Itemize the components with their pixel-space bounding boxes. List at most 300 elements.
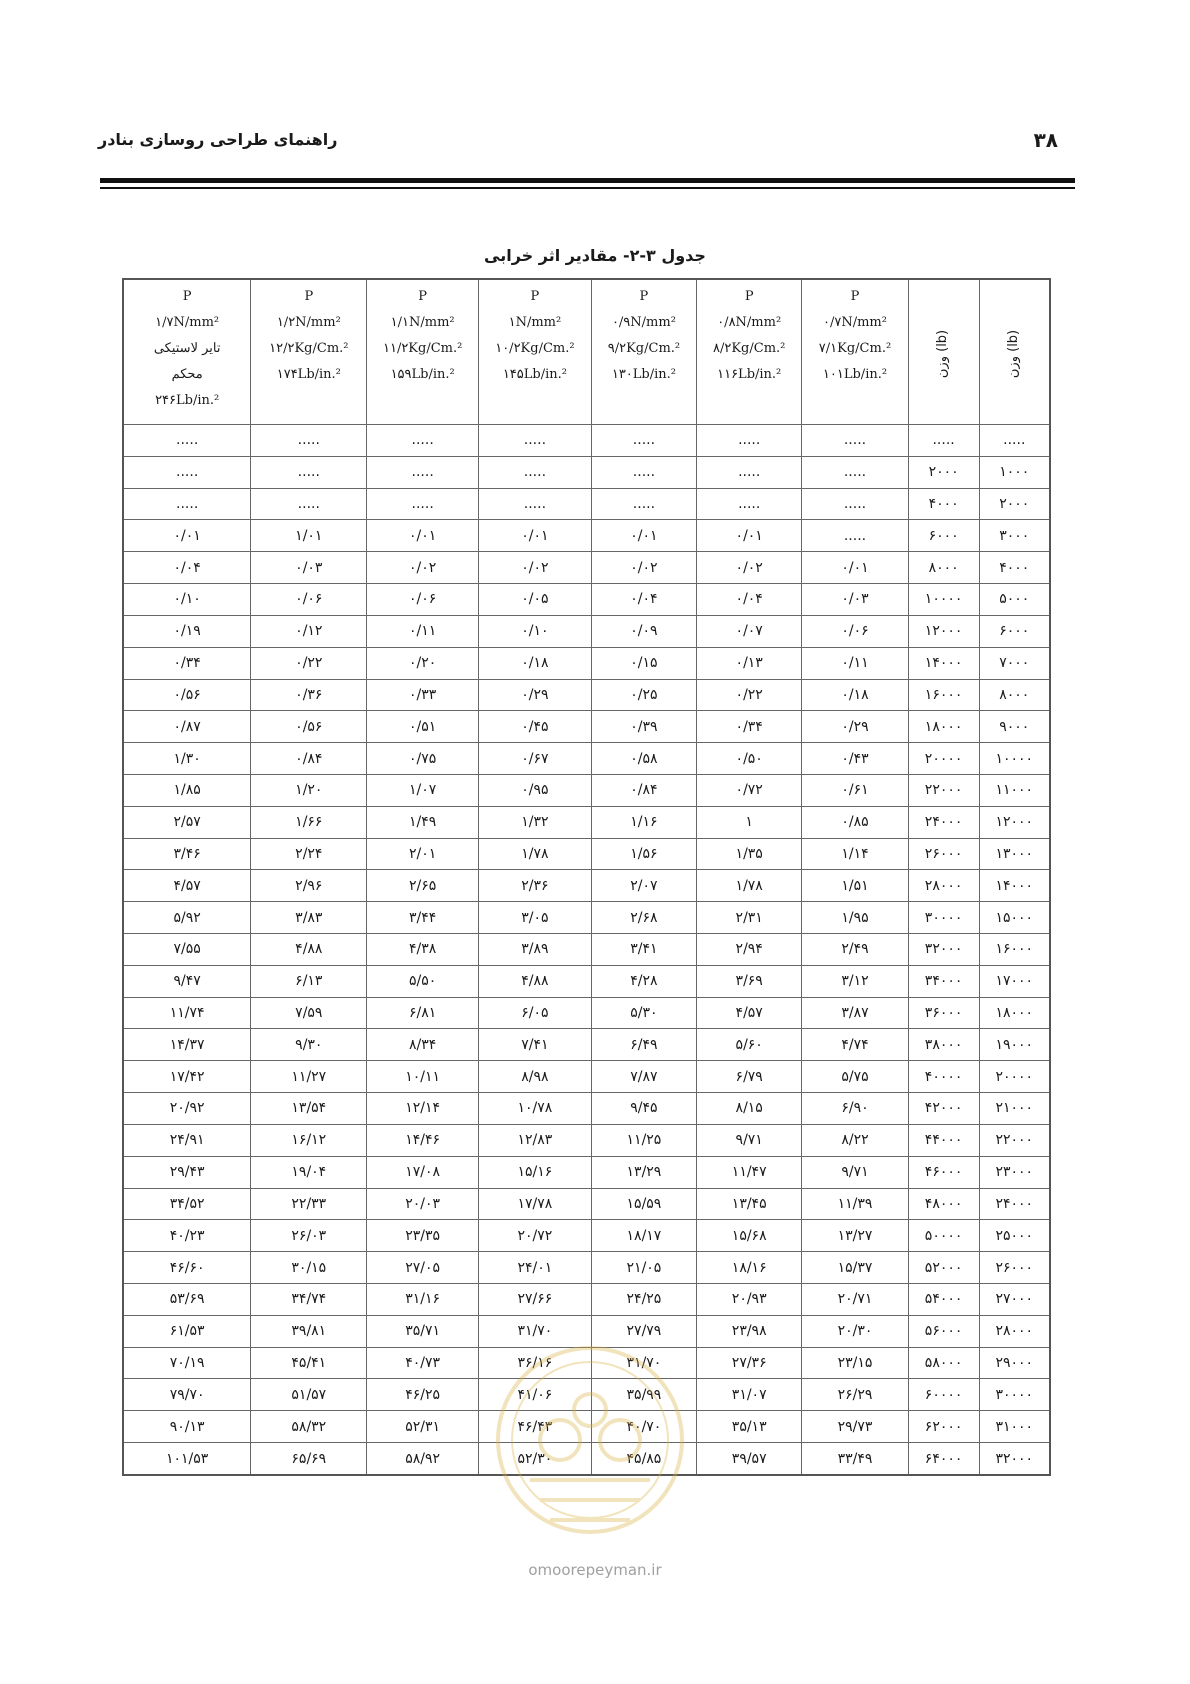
table-cell: ۰/۳۴ <box>123 647 251 679</box>
table-cell: ۰/۰۱ <box>367 520 479 552</box>
table-cell: ۲۱۰۰۰ <box>979 1093 1050 1125</box>
table-row <box>123 1156 1050 1188</box>
table-cell: ۱/۰۱ <box>251 520 367 552</box>
table-cell: ۰/۲۵ <box>591 679 696 711</box>
table-cell: ۲/۹۶ <box>251 870 367 902</box>
table-cell: ..... <box>479 488 592 520</box>
table-cell: ۱/۴۹ <box>367 806 479 838</box>
table-cell: ۲۴۰۰۰ <box>908 806 979 838</box>
table-cell: ..... <box>367 488 479 520</box>
table-cell: ..... <box>251 488 367 520</box>
table-cell: ۲۸۰۰۰ <box>979 1315 1050 1347</box>
table-cell: ۵۸/۳۲ <box>251 1411 367 1443</box>
table-row <box>123 520 1050 552</box>
table-cell: ۴۴۰۰۰ <box>908 1124 979 1156</box>
table-cell: ۹/۴۵ <box>591 1093 696 1125</box>
table-cell: ۲۶/۰۳ <box>251 1220 367 1252</box>
table-cell: ۰/۰۲ <box>591 552 696 584</box>
table-cell: ۱/۸۵ <box>123 774 251 806</box>
table-row <box>123 552 1050 584</box>
table-header-row <box>123 279 1050 425</box>
table-cell: ۳۰۰۰ <box>979 520 1050 552</box>
table-cell: ۶۴۰۰۰ <box>908 1443 979 1476</box>
table-cell: ۱/۹۵ <box>802 902 908 934</box>
table-cell: ۵۸۰۰۰ <box>908 1347 979 1379</box>
table-cell: ۰/۲۲ <box>251 647 367 679</box>
table-cell: ۳۲۰۰۰ <box>979 1443 1050 1476</box>
table-cell: ..... <box>697 425 802 457</box>
table-cell: ۱۷۰۰۰ <box>979 965 1050 997</box>
table-cell: ۳۱/۷۰ <box>479 1315 592 1347</box>
table-cell: ۴۲۰۰۰ <box>908 1093 979 1125</box>
table-cell: ۰/۴۳ <box>802 743 908 775</box>
table-cell: ..... <box>591 456 696 488</box>
table-cell: ۲۰/۹۲ <box>123 1093 251 1125</box>
table-cell: ۱۵/۵۹ <box>591 1188 696 1220</box>
table-cell: ۱۸۰۰۰ <box>908 711 979 743</box>
table-cell: ۴۵/۸۵ <box>591 1443 696 1476</box>
table-cell: ۰/۱۳ <box>697 647 802 679</box>
table-row <box>123 1347 1050 1379</box>
table-cell: ..... <box>367 456 479 488</box>
table-cell: ۲۷۰۰۰ <box>979 1283 1050 1315</box>
table-row <box>123 806 1050 838</box>
table-cell: ۰/۷۵ <box>367 743 479 775</box>
table-row <box>123 1443 1050 1476</box>
column-header: P ۱/۷N/mm² تایر لاستیکی محکم ۲۴۶Lb/in.² <box>123 279 251 425</box>
table-row <box>123 1188 1050 1220</box>
table-cell: ۵۸/۹۲ <box>367 1443 479 1476</box>
table-row <box>123 1315 1050 1347</box>
table-cell: ۰/۷۲ <box>697 774 802 806</box>
table-cell: ۷۰۰۰ <box>979 647 1050 679</box>
table-row <box>123 456 1050 488</box>
table-cell: ۳۴/۷۴ <box>251 1283 367 1315</box>
table-cell: ۱۳۰۰۰ <box>979 838 1050 870</box>
table-cell: ۰/۱۱ <box>367 615 479 647</box>
table-cell: ۱۰/۷۸ <box>479 1093 592 1125</box>
table-cell: ۲۳/۳۵ <box>367 1220 479 1252</box>
table-cell: ۰/۰۳ <box>251 552 367 584</box>
header-rule <box>100 178 1075 183</box>
table-cell: ۱۲/۸۳ <box>479 1124 592 1156</box>
table-cell: ۱۰/۱۱ <box>367 1061 479 1093</box>
table-cell: ۴۶/۴۳ <box>479 1411 592 1443</box>
table-cell: ۹/۴۷ <box>123 965 251 997</box>
table-cell: ۳/۸۳ <box>251 902 367 934</box>
table-cell: ۲۰۰۰۰ <box>908 743 979 775</box>
table-row <box>123 965 1050 997</box>
table-cell: ۰/۰۹ <box>591 615 696 647</box>
table-cell: ۳۱/۰۷ <box>697 1379 802 1411</box>
table-cell: ۲۰۰۰ <box>979 488 1050 520</box>
table-cell: ۱۴۰۰۰ <box>979 870 1050 902</box>
table-cell: ۵۲۰۰۰ <box>908 1252 979 1284</box>
table-row <box>123 743 1050 775</box>
table-cell: ۵۲/۳۱ <box>367 1411 479 1443</box>
table-cell: ۳۱/۷۰ <box>591 1347 696 1379</box>
table-cell: ۲/۰۷ <box>591 870 696 902</box>
table-cell: ۲/۴۹ <box>802 934 908 966</box>
table-cell: ۱/۳۵ <box>697 838 802 870</box>
table-cell: ۱/۱۶ <box>591 806 696 838</box>
table-cell: ۰/۵۶ <box>251 711 367 743</box>
table-cell: ۲۶۰۰۰ <box>908 838 979 870</box>
table-cell: ۴۰/۷۰ <box>591 1411 696 1443</box>
table-cell: ۲۷/۳۶ <box>697 1347 802 1379</box>
column-header: P ۱/۲N/mm² ۱۲/۲Kg/Cm.² ۱۷۴Lb/in.² <box>251 279 367 425</box>
table-row <box>123 647 1050 679</box>
table-cell: ۲۶/۲۹ <box>802 1379 908 1411</box>
table-cell: ۱۵/۱۶ <box>479 1156 592 1188</box>
table-cell: ۳/۶۹ <box>697 965 802 997</box>
column-header-weight: وزن (lb) <box>908 279 979 425</box>
table-cell: ۲۲/۳۳ <box>251 1188 367 1220</box>
table-cell: ..... <box>123 456 251 488</box>
table-cell: ۴۵/۴۱ <box>251 1347 367 1379</box>
table-cell: ۲۴/۲۵ <box>591 1283 696 1315</box>
table-row <box>123 774 1050 806</box>
table-cell: ۱ <box>697 806 802 838</box>
table-row <box>123 615 1050 647</box>
table-cell: ۲/۶۵ <box>367 870 479 902</box>
table-cell: ۳/۴۴ <box>367 902 479 934</box>
table-cell: ۰/۶۱ <box>802 774 908 806</box>
table-cell: ۵۰۰۰۰ <box>908 1220 979 1252</box>
table-cell: ۳۰۰۰۰ <box>908 902 979 934</box>
table-cell: ۰/۰۴ <box>697 584 802 616</box>
table-cell: ۶/۸۱ <box>367 997 479 1029</box>
table-cell: ۳/۰۵ <box>479 902 592 934</box>
table-cell: ۰/۳۳ <box>367 679 479 711</box>
table-cell: ۱۳/۲۹ <box>591 1156 696 1188</box>
table-cell: ..... <box>123 425 251 457</box>
table-cell: ۷۰/۱۹ <box>123 1347 251 1379</box>
table-cell: ۲/۳۱ <box>697 902 802 934</box>
table-cell: ۶۱/۵۳ <box>123 1315 251 1347</box>
table-cell: ۱/۷۸ <box>697 870 802 902</box>
table-row <box>123 1061 1050 1093</box>
table-cell: ۱۶/۱۲ <box>251 1124 367 1156</box>
table-cell: ۲۲۰۰۰ <box>908 774 979 806</box>
table-cell: ۵۶۰۰۰ <box>908 1315 979 1347</box>
table-cell: ۱۰۰۰۰ <box>908 584 979 616</box>
table-cell: ۴/۵۷ <box>697 997 802 1029</box>
table-cell: ۴۰۰۰ <box>908 488 979 520</box>
table-cell: ۳/۴۶ <box>123 838 251 870</box>
table-cell: ۲۹/۴۳ <box>123 1156 251 1188</box>
table-cell: ۰/۰۱ <box>123 520 251 552</box>
table-cell: ۱/۵۱ <box>802 870 908 902</box>
table-row <box>123 902 1050 934</box>
table-cell: ۳/۴۱ <box>591 934 696 966</box>
table-cell: ۱۹/۰۴ <box>251 1156 367 1188</box>
table-cell: ۰/۵۶ <box>123 679 251 711</box>
table-cell: ۰/۰۷ <box>697 615 802 647</box>
column-header-weight: وزن (lb) <box>979 279 1050 425</box>
table-cell: ۶/۱۳ <box>251 965 367 997</box>
table-row <box>123 1029 1050 1061</box>
table-cell: ۰/۰۵ <box>479 584 592 616</box>
table-row <box>123 1124 1050 1156</box>
table-cell: ..... <box>697 488 802 520</box>
table-cell: ۴/۲۸ <box>591 965 696 997</box>
table-cell: ۱/۳۲ <box>479 806 592 838</box>
table-cell: ۲۹/۷۳ <box>802 1411 908 1443</box>
table-cell: ۶/۰۵ <box>479 997 592 1029</box>
table-cell: ..... <box>802 520 908 552</box>
table-cell: ۱۲۰۰۰ <box>908 615 979 647</box>
table-cell: ۳۹/۸۱ <box>251 1315 367 1347</box>
table-cell: ۸۰۰۰ <box>908 552 979 584</box>
table-cell: ۰/۱۸ <box>479 647 592 679</box>
table-cell: ۲۰/۷۱ <box>802 1283 908 1315</box>
column-header: P ۰/۹N/mm² ۹/۲Kg/Cm.² ۱۳۰Lb/in.² <box>591 279 696 425</box>
table-cell: ۲۰/۰۳ <box>367 1188 479 1220</box>
table-cell: ۰/۶۷ <box>479 743 592 775</box>
table-cell: ۱۵۰۰۰ <box>979 902 1050 934</box>
table-cell: ..... <box>697 456 802 488</box>
table-cell: ۱/۷۸ <box>479 838 592 870</box>
table-cell: ۰/۰۴ <box>123 552 251 584</box>
table-cell: ۱۳/۵۴ <box>251 1093 367 1125</box>
table-cell: ۳۹/۵۷ <box>697 1443 802 1476</box>
table-cell: ۳۶/۱۶ <box>479 1347 592 1379</box>
table-cell: ۲۳۰۰۰ <box>979 1156 1050 1188</box>
table-cell: ۰/۸۴ <box>251 743 367 775</box>
table-cell: ۰/۰۱ <box>697 520 802 552</box>
table-cell: ۲۰/۷۲ <box>479 1220 592 1252</box>
table-cell: ۰/۸۴ <box>591 774 696 806</box>
table-cell: ۱۹۰۰۰ <box>979 1029 1050 1061</box>
header-rule-thin <box>100 187 1075 189</box>
table-cell: ۰/۵۸ <box>591 743 696 775</box>
table-cell: ۰/۱۰ <box>479 615 592 647</box>
table-cell: ۰/۳۶ <box>251 679 367 711</box>
table-cell: ..... <box>251 425 367 457</box>
table-cell: ۱/۳۰ <box>123 743 251 775</box>
table-cell: ۴/۳۸ <box>367 934 479 966</box>
table-cell: ۲۷/۶۶ <box>479 1283 592 1315</box>
table-row <box>123 1252 1050 1284</box>
table-cell: ۶/۹۰ <box>802 1093 908 1125</box>
table-cell: ۲/۹۴ <box>697 934 802 966</box>
table-cell: ۱۴/۳۷ <box>123 1029 251 1061</box>
table-cell: ..... <box>908 425 979 457</box>
table-cell: ۲۶۰۰۰ <box>979 1252 1050 1284</box>
table-cell: ۷/۵۵ <box>123 934 251 966</box>
table-cell: ۱۵/۳۷ <box>802 1252 908 1284</box>
table-cell: ۱۱/۲۵ <box>591 1124 696 1156</box>
table-cell: ۴/۸۸ <box>251 934 367 966</box>
watermark-url: omoorepeyman.ir <box>528 1561 662 1579</box>
table-cell: ۲/۳۶ <box>479 870 592 902</box>
table-cell: ۱۸/۱۶ <box>697 1252 802 1284</box>
table-cell: ۴۰/۷۳ <box>367 1347 479 1379</box>
table-cell: ۰/۰۱ <box>479 520 592 552</box>
table-cell: ۱۵/۶۸ <box>697 1220 802 1252</box>
table-cell: ۳۰۰۰۰ <box>979 1379 1050 1411</box>
table-cell: ۲۰۰۰ <box>908 456 979 488</box>
table-cell: ۳۱۰۰۰ <box>979 1411 1050 1443</box>
table-cell: ۰/۳۹ <box>591 711 696 743</box>
table-cell: ۴/۷۴ <box>802 1029 908 1061</box>
table-cell: ۱/۰۷ <box>367 774 479 806</box>
table-cell: ۰/۸۵ <box>802 806 908 838</box>
table-cell: ۲۴/۰۱ <box>479 1252 592 1284</box>
table-cell: ..... <box>591 425 696 457</box>
table-cell: ۱۰۰۰ <box>979 456 1050 488</box>
table-cell: ۸/۹۸ <box>479 1061 592 1093</box>
table-cell: ۲۴۰۰۰ <box>979 1188 1050 1220</box>
table-cell: ۱۷/۷۸ <box>479 1188 592 1220</box>
table-cell: ۲/۲۴ <box>251 838 367 870</box>
table-cell: ۱۱/۷۴ <box>123 997 251 1029</box>
table-cell: ۱۲۰۰۰ <box>979 806 1050 838</box>
table-cell: ۱/۶۶ <box>251 806 367 838</box>
table-cell: ۱۶۰۰۰ <box>908 679 979 711</box>
table-cell: ۲/۶۸ <box>591 902 696 934</box>
table-cell: ۶/۴۹ <box>591 1029 696 1061</box>
column-header: P ۱/۱N/mm² ۱۱/۲Kg/Cm.² ۱۵۹Lb/in.² <box>367 279 479 425</box>
table-cell: ۰/۰۶ <box>367 584 479 616</box>
table-cell: ۶/۷۹ <box>697 1061 802 1093</box>
table-cell: ۰/۰۲ <box>479 552 592 584</box>
table-cell: ۰/۲۲ <box>697 679 802 711</box>
table-cell: ۲۲۰۰۰ <box>979 1124 1050 1156</box>
table-cell: ۸۰۰۰ <box>979 679 1050 711</box>
table-cell: ۰/۰۴ <box>591 584 696 616</box>
table-cell: ۱۷/۰۸ <box>367 1156 479 1188</box>
table-cell: ۶۰۰۰ <box>979 615 1050 647</box>
table-cell: ۱۲/۱۴ <box>367 1093 479 1125</box>
table-cell: ۰/۰۳ <box>802 584 908 616</box>
table-cell: ۵/۶۰ <box>697 1029 802 1061</box>
table-cell: ۴۱/۰۶ <box>479 1379 592 1411</box>
table-cell: ۰/۱۱ <box>802 647 908 679</box>
table-cell: ۱۰۱/۵۳ <box>123 1443 251 1476</box>
table-cell: ۱۳/۴۵ <box>697 1188 802 1220</box>
table-row <box>123 1411 1050 1443</box>
table-cell: ۳۱/۱۶ <box>367 1283 479 1315</box>
table-cell: ۱۱/۳۹ <box>802 1188 908 1220</box>
table-cell: ۷/۵۹ <box>251 997 367 1029</box>
table-cell: ۰/۲۰ <box>367 647 479 679</box>
table-cell: ۴۶۰۰۰ <box>908 1156 979 1188</box>
table-cell: ..... <box>123 488 251 520</box>
table-cell: ۰/۰۶ <box>251 584 367 616</box>
table-cell: ۹/۷۱ <box>802 1156 908 1188</box>
table-cell: ۰/۱۵ <box>591 647 696 679</box>
table-cell: ۳/۸۷ <box>802 997 908 1029</box>
table-cell: ..... <box>479 456 592 488</box>
table-cell: ۶۵/۶۹ <box>251 1443 367 1476</box>
table-cell: ۳۴/۵۲ <box>123 1188 251 1220</box>
damage-effect-table <box>122 278 1051 1476</box>
table-cell: ..... <box>251 456 367 488</box>
table-cell: ۳/۸۹ <box>479 934 592 966</box>
table-cell: ۴۸۰۰۰ <box>908 1188 979 1220</box>
table-cell: ۴/۵۷ <box>123 870 251 902</box>
table-cell: ۲۸۰۰۰ <box>908 870 979 902</box>
table-cell: ۲۹۰۰۰ <box>979 1347 1050 1379</box>
table-cell: ۲۳/۹۸ <box>697 1315 802 1347</box>
table-row <box>123 1093 1050 1125</box>
table-cell: ۰/۴۵ <box>479 711 592 743</box>
table-cell: ۲۴/۹۱ <box>123 1124 251 1156</box>
table-row <box>123 870 1050 902</box>
table-cell: ۲۵۰۰۰ <box>979 1220 1050 1252</box>
table-cell: ۱۱/۲۷ <box>251 1061 367 1093</box>
table-row <box>123 1379 1050 1411</box>
table-cell: ..... <box>479 425 592 457</box>
table-cell: ۰/۰۲ <box>367 552 479 584</box>
table-cell: ۰/۱۹ <box>123 615 251 647</box>
table-row <box>123 838 1050 870</box>
table-cell: ۰/۱۰ <box>123 584 251 616</box>
table-cell: ۰/۰۱ <box>802 552 908 584</box>
table-cell: ۳۶۰۰۰ <box>908 997 979 1029</box>
table-cell: ۰/۰۱ <box>591 520 696 552</box>
table-cell: ۳۸۰۰۰ <box>908 1029 979 1061</box>
table-cell: ۷/۴۱ <box>479 1029 592 1061</box>
table-cell: ۶۲۰۰۰ <box>908 1411 979 1443</box>
table-cell: ۳۵/۹۹ <box>591 1379 696 1411</box>
table-cell: ۲۰/۳۰ <box>802 1315 908 1347</box>
table-cell: ۱۴/۴۶ <box>367 1124 479 1156</box>
table-cell: ۳۰/۱۵ <box>251 1252 367 1284</box>
page-number: ۳۸ <box>1033 128 1058 152</box>
column-header: P ۱N/mm² ۱۰/۲Kg/Cm.² ۱۴۵Lb/in.² <box>479 279 592 425</box>
table-cell: ۰/۱۸ <box>802 679 908 711</box>
table-cell: ۸/۱۵ <box>697 1093 802 1125</box>
table-cell: ۰/۸۷ <box>123 711 251 743</box>
table-cell: ۰/۹۵ <box>479 774 592 806</box>
table-cell: ۵/۵۰ <box>367 965 479 997</box>
table-cell: ۲/۵۷ <box>123 806 251 838</box>
table-row <box>123 997 1050 1029</box>
table-cell: ۳۴۰۰۰ <box>908 965 979 997</box>
table-cell: ۳۲۰۰۰ <box>908 934 979 966</box>
table-cell: ۳/۱۲ <box>802 965 908 997</box>
table-cell: ..... <box>802 425 908 457</box>
table-cell: ۲/۰۱ <box>367 838 479 870</box>
table-cell: ۴۶/۶۰ <box>123 1252 251 1284</box>
table-cell: ۵۱/۵۷ <box>251 1379 367 1411</box>
running-header-title: راهنمای طراحی روسازی بنادر <box>98 130 338 149</box>
table-cell: ۶۰۰۰۰ <box>908 1379 979 1411</box>
table-cell: ۰/۵۱ <box>367 711 479 743</box>
table-cell: ..... <box>979 425 1050 457</box>
table-cell: ۱۸/۱۷ <box>591 1220 696 1252</box>
table-cell: ۴/۸۸ <box>479 965 592 997</box>
table-cell: ۰/۰۶ <box>802 615 908 647</box>
table-cell: ۵۰۰۰ <box>979 584 1050 616</box>
table-cell: ۱۰۰۰۰ <box>979 743 1050 775</box>
table-row <box>123 584 1050 616</box>
table-cell: ۷۹/۷۰ <box>123 1379 251 1411</box>
table-cell: ۰/۳۴ <box>697 711 802 743</box>
table-cell: ۱۱/۴۷ <box>697 1156 802 1188</box>
table-cell: ۶۰۰۰ <box>908 520 979 552</box>
table-cell: ..... <box>591 488 696 520</box>
column-header: P ۰/۷N/mm² ۷/۱Kg/Cm.² ۱۰۱Lb/in.² <box>802 279 908 425</box>
table-cell: ۴۰۰۰ <box>979 552 1050 584</box>
table-cell: ۰/۲۹ <box>802 711 908 743</box>
table-cell: ..... <box>802 488 908 520</box>
table-cell: ۲۳/۱۵ <box>802 1347 908 1379</box>
table-cell: ۱۷/۴۲ <box>123 1061 251 1093</box>
